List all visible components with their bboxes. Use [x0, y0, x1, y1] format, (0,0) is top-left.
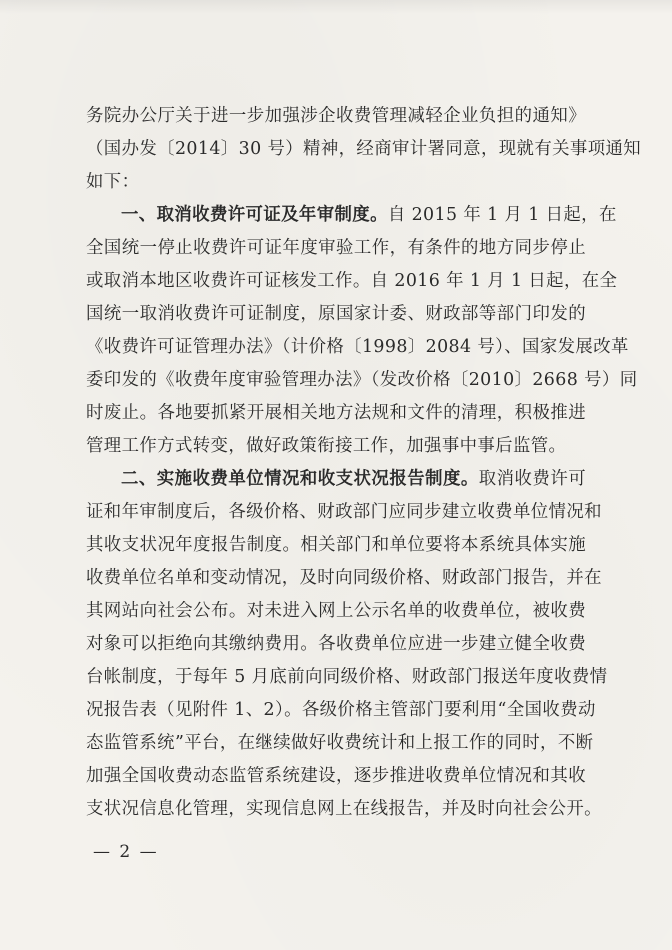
text-line: 其网站向社会公布。对未进入网上公示名单的收费单位，被收费	[86, 601, 586, 621]
text-line: 时废止。各地要抓紧开展相关地方法规和文件的清理，积极推进	[86, 403, 586, 423]
page-number: — 2 —	[93, 842, 159, 862]
text-line: 国统一取消收费许可证制度，原国家计委、财政部等部门印发的	[86, 304, 586, 324]
text-line: 或取消本地区收费许可证核发工作。自 2016 年 1 月 1 日起，在全	[86, 271, 618, 291]
section-1-first-line	[86, 199, 617, 232]
text-line: 如下：	[86, 172, 140, 192]
text-line: 况报告表（见附件 1、2）。各级价格主管部门要利用“全国收费动	[86, 700, 596, 720]
section-2-first-line-text: 取消收费许可	[478, 469, 586, 489]
text-line: 全国统一停止收费许可证年度审验工作，有条件的地方同步停止	[86, 238, 586, 258]
text-line: 委印发的《收费年度审验管理办法》（发改价格〔2010〕2668 号）同	[86, 370, 638, 390]
text-line: 证和年审制度后，各级价格、财政部门应同步建立收费单位情况和	[86, 502, 602, 522]
text-line: 对象可以拒绝向其缴纳费用。各收费单位应进一步建立健全收费	[86, 634, 586, 654]
text-line: 其收支状况年度报告制度。相关部门和单位要将本系统具体实施	[86, 535, 586, 555]
text-line: 态监管系统”平台，在继续做好收费统计和上报工作的同时，不断	[86, 733, 594, 753]
text-line: 加强全国收费动态监管系统建设，逐步推进收费单位情况和其收	[86, 766, 586, 786]
document-body	[86, 100, 642, 826]
text-line: 管理工作方式转变，做好政策衔接工作，加强事中事后监管。	[86, 436, 567, 456]
section-2-heading: 二、实施收费单位情况和收支状况报告制度。	[121, 469, 479, 489]
text-line: 务院办公厅关于进一步加强涉企收费管理减轻企业负担的通知》	[86, 106, 586, 126]
text-line: 《收费许可证管理办法》（计价格〔1998〕2084 号）、国家发展改革	[86, 337, 629, 357]
text-line: 台帐制度，于每年 5 月底前向同级价格、财政部门报送年度收费情	[86, 667, 608, 687]
scan-top-edge	[0, 0, 672, 14]
section-1-first-line-text: 自 2015 年 1 月 1 日起，在	[387, 205, 617, 225]
section-1-heading: 一、取消收费许可证及年审制度。	[121, 205, 388, 225]
text-line: 支状况信息化管理，实现信息网上在线报告，并及时向社会公开。	[86, 799, 602, 819]
section-2-first-line	[86, 463, 586, 496]
text-line: （国办发〔2014〕30 号）精神，经商审计署同意，现就有关事项通知	[86, 139, 642, 159]
text-line: 收费单位名单和变动情况，及时向同级价格、财政部门报告，并在	[86, 568, 602, 588]
